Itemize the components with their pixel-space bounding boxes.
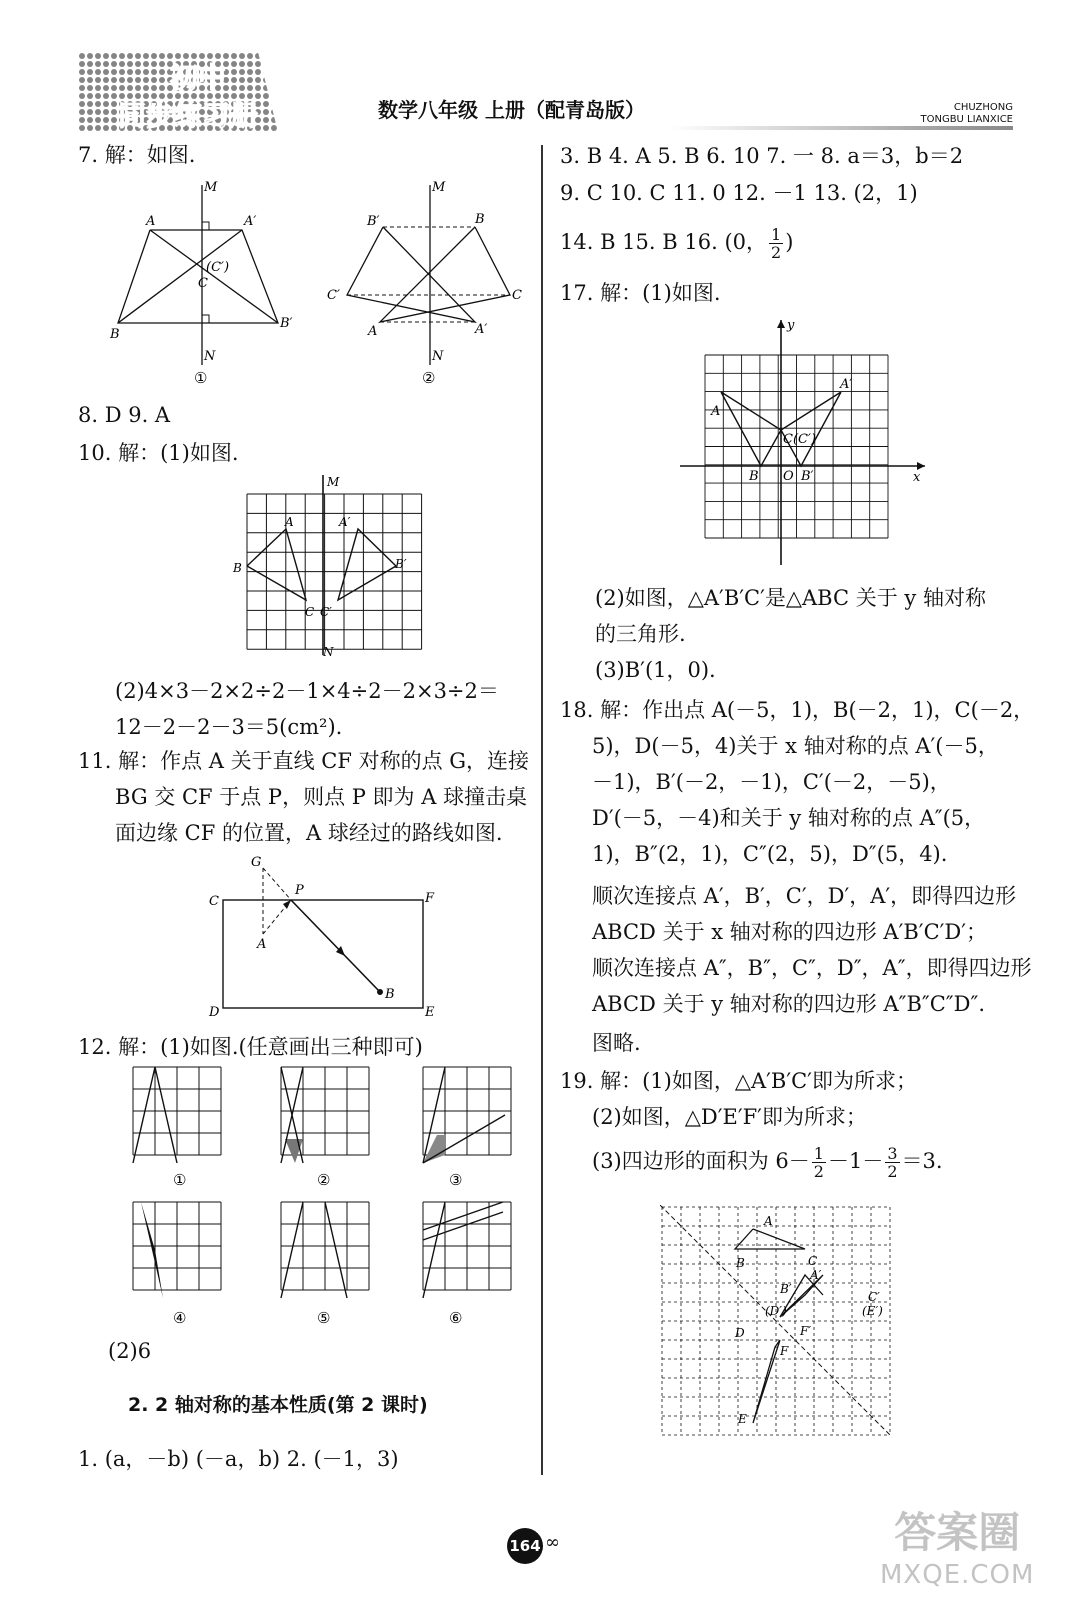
page-ornament-icon: ∞ [545,1532,560,1553]
svg-text:(C′): (C′) [206,260,230,275]
svg-text:B: B [736,1256,745,1270]
q18-line7: ABCD 关于 x 轴对称的四边形 A′B′C′D′； [592,920,988,944]
svg-text:N: N [432,349,444,364]
q7-text: 7. 解：如图. [78,143,196,167]
watermark: 答案圈 MXQE.COM [880,1508,1035,1590]
svg-text:O: O [783,469,794,484]
s1-answers: 1. (a，－b) (－a，b) 2. (－1，3) [78,1447,399,1471]
q18-line8: 顺次连接点 A″，B″，C″，D″，A″，即得四边形 [592,956,1032,980]
svg-text:x: x [913,470,921,485]
q11-line1: 11. 解：作点 A 关于直线 CF 对称的点 G，连接 [78,749,530,773]
subject-title: 数学八年级 上册（配青岛版） [378,98,645,122]
section-heading: 2. 2 轴对称的基本性质(第 2 课时) [128,1394,428,1416]
svg-text:E: E [425,1005,435,1020]
svg-text:B′: B′ [280,316,293,331]
q18-line1: 18. 解：作出点 A(－5，1)，B(－2，1)，C(－2， [560,698,1035,722]
svg-text:M: M [327,475,340,489]
svg-text:①: ① [194,369,208,387]
svg-text:N: N [323,645,334,659]
svg-text:A: A [257,937,267,952]
header-rule [668,126,1013,130]
q19-line1: 19. 解：(1)如图，△A′B′C′即为所求； [560,1069,917,1093]
svg-text:A: A [711,404,721,419]
q7-figure-1 [100,175,320,410]
svg-text:B′: B′ [780,1282,792,1296]
svg-text:F: F [780,1344,789,1358]
q18-line2: 5)，D(－5，4)关于 x 轴对称的点 A′(－5， [592,734,999,758]
q17-text: 17. 解：(1)如图. [560,281,721,305]
svg-text:M: M [432,180,446,195]
svg-text:⑥: ⑥ [449,1309,463,1327]
q12-part2: (2)6 [108,1339,152,1363]
q8-9-answers: 8. D 9. A [78,403,171,427]
svg-text:A: A [285,515,294,529]
svg-text:E: E [738,1412,747,1426]
label-M: M [204,180,218,195]
q11-line3: 面边缘 CF 的位置，A 球经过的路线如图. [115,821,503,845]
svg-text:A′: A′ [810,1268,822,1282]
svg-text:F: F [425,891,435,906]
q10-part2-line1: (2)4×3－2×2÷2－1×4÷2－2×3÷2＝ [115,679,499,703]
q17-part2-line1: (2)如图，△A′B′C′是△ABC 关于 y 轴对称 [595,586,986,610]
svg-text:C: C [209,894,219,909]
q19-line2: (2)如图，△D′E′F′即为所求； [592,1105,867,1129]
label-N: N [204,349,216,364]
svg-text:A′: A′ [840,377,853,392]
svg-text:B′: B′ [395,557,407,571]
svg-text:A′: A′ [475,322,488,337]
q17-figure [675,315,935,570]
svg-text:B′: B′ [367,214,380,229]
svg-text:y: y [787,318,795,333]
svg-text:D: D [209,1005,220,1020]
r-answers-1: 3. B 4. A 5. B 6. 10 7. 一 8. a＝3，b＝2 [560,144,964,168]
svg-text:C(C′): C(C′) [783,432,816,447]
r-answers-3: 14. B 15. B 16. (0， $\frac{1}{2}$ ) [560,225,794,262]
q18-line3: －1)，B′(－2，－1)，C′(－2，－5)， [592,770,951,794]
svg-text:A′: A′ [244,214,257,229]
svg-text:A′: A′ [339,515,351,529]
svg-text:(D′): (D′) [765,1304,787,1318]
q18-line10: 图略. [592,1031,641,1055]
svg-text:⑤: ⑤ [317,1309,331,1327]
q12-figures [125,1065,515,1330]
svg-text:②: ② [422,369,436,387]
series-en-2: TONGBU LIANXICE [920,114,1013,125]
svg-text:C: C [512,288,522,303]
svg-text:P: P [295,883,304,898]
svg-text:B: B [233,561,242,575]
header [78,52,1013,132]
svg-text:B: B [385,987,395,1002]
q12-text: 12. 解：(1)如图.(任意画出三种即可) [78,1035,423,1059]
svg-text:B: B [110,327,120,342]
q18-line5: 1)，B″(2，1)，C″(2，5)，D″(5，4). [592,842,948,866]
q11-figure [205,850,445,1020]
svg-text:B: B [749,469,759,484]
q10-text: 10. 解：(1)如图. [78,441,239,465]
page-number: 164 [509,1537,541,1555]
brand-line1: 初中 [170,61,227,94]
svg-text:(E′): (E′) [862,1304,883,1318]
svg-text:②: ② [317,1171,331,1189]
svg-text:A: A [764,1214,773,1228]
svg-text:B′: B′ [801,469,814,484]
q18-line9: ABCD 关于 y 轴对称的四边形 A″B″C″D″. [592,992,986,1016]
q10-part2-line2: 12－2－2－3＝5(cm²). [115,715,343,739]
svg-text:A: A [368,324,378,339]
svg-text:C: C [198,276,208,291]
q7-figure-2 [325,175,535,410]
svg-text:B: B [475,212,485,227]
q19-line3: (3)四边形的面积为 6－ $\frac{1}{2}$ －1－ $\frac{3}{2}$ ＝3. [592,1144,943,1181]
page-number-badge [507,1528,543,1564]
svg-text:D: D [735,1326,745,1340]
q18-line4: D′(－5，－4)和关于 y 轴对称的点 A″(5， [592,806,986,830]
svg-text:③: ③ [449,1171,463,1189]
series-en-1: CHUZHONG [953,102,1013,113]
column-divider [541,145,543,1475]
brand-line2: 同步练习册 [118,99,259,132]
svg-text:A: A [146,214,156,229]
q19-figure [660,1205,892,1437]
q18-line6: 顺次连接点 A′，B′，C′，D′，A′，即得四边形 [592,884,1017,908]
q17-part2-line2: 的三角形. [595,622,686,646]
svg-text:C: C [305,605,315,619]
svg-text:①: ① [173,1171,187,1189]
svg-text:C′: C′ [327,288,340,303]
q11-line2: BG 交 CF 于点 P，则点 P 即为 A 球撞击桌 [115,785,528,809]
svg-text:C: C [808,1254,818,1268]
svg-text:C′: C′ [320,605,332,619]
q10-figure [225,470,425,665]
svg-text:F′: F′ [800,1324,812,1338]
r-answers-2: 9. C 10. C 11. 0 12. －1 13. (2，1) [560,181,918,205]
svg-text:C′: C′ [868,1290,880,1304]
q17-part3: (3)B′(1，0). [595,658,716,682]
svg-text:④: ④ [173,1309,187,1327]
svg-text:G: G [251,855,262,870]
